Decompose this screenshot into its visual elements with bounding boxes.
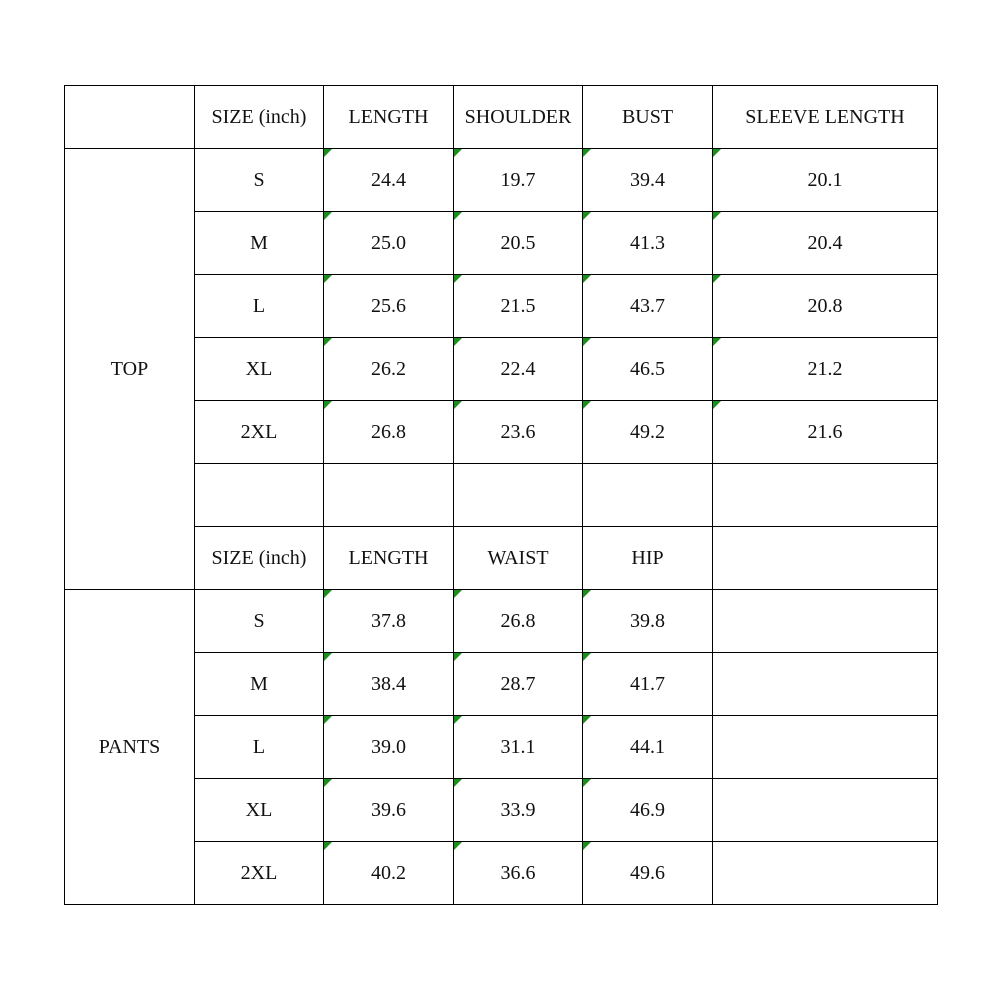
waist-cell (454, 653, 583, 716)
empty-cell (713, 716, 938, 779)
bust-cell (583, 149, 713, 212)
sleeve-length-cell (713, 212, 938, 275)
pants-header-length: LENGTH (324, 527, 454, 590)
cell-value: 22.4 (500, 357, 536, 380)
empty-cell (713, 842, 938, 905)
size-cell: XL (195, 779, 324, 842)
cell-value: 38.4 (371, 672, 406, 695)
cell-marker-icon (583, 212, 591, 220)
cell-value: 21.6 (807, 420, 843, 443)
length-cell (324, 653, 454, 716)
size-cell: L (195, 716, 324, 779)
empty-cell (324, 464, 454, 527)
cell-marker-icon (583, 590, 591, 598)
shoulder-cell (454, 401, 583, 464)
cell-value: 19.7 (500, 168, 536, 191)
cell-marker-icon (583, 338, 591, 346)
cell-value: 46.9 (630, 798, 665, 821)
empty-cell (454, 464, 583, 527)
cell-marker-icon (583, 653, 591, 661)
table-row (65, 149, 938, 212)
cell-value: 40.2 (371, 861, 406, 884)
empty-cell (713, 653, 938, 716)
pants-section-label: PANTS (65, 590, 195, 905)
cell-value: 20.5 (500, 231, 536, 254)
size-cell: M (195, 653, 324, 716)
size-cell: XL (195, 338, 324, 401)
cell-marker-icon (324, 842, 332, 850)
sleeve-length-cell (713, 401, 938, 464)
length-cell (324, 338, 454, 401)
size-cell: S (195, 149, 324, 212)
cell-value: 33.9 (500, 798, 536, 821)
empty-cell (583, 464, 713, 527)
cell-marker-icon (324, 779, 332, 787)
cell-value: 21.5 (500, 294, 536, 317)
pants-header-hip: HIP (583, 527, 713, 590)
hip-cell (583, 653, 713, 716)
cell-marker-icon (583, 401, 591, 409)
shoulder-cell (454, 338, 583, 401)
hip-cell (583, 779, 713, 842)
cell-marker-icon (454, 149, 462, 157)
length-cell (324, 275, 454, 338)
cell-value: 41.7 (630, 672, 665, 695)
cell-marker-icon (583, 716, 591, 724)
cell-value: 49.6 (630, 861, 665, 884)
length-cell (324, 212, 454, 275)
hip-cell (583, 842, 713, 905)
cell-marker-icon (583, 149, 591, 157)
cell-marker-icon (713, 338, 721, 346)
bust-cell (583, 401, 713, 464)
cell-value: 26.8 (371, 420, 406, 443)
sleeve-length-cell (713, 338, 938, 401)
table-row (65, 716, 938, 779)
cell-marker-icon (324, 401, 332, 409)
pants-header-empty (713, 527, 938, 590)
size-chart-table (64, 85, 938, 905)
empty-cell (195, 464, 324, 527)
size-cell: M (195, 212, 324, 275)
cell-value: 26.8 (500, 609, 536, 632)
pants-header-waist: WAIST (454, 527, 583, 590)
cell-value: 37.8 (371, 609, 406, 632)
sleeve-length-cell (713, 149, 938, 212)
cell-marker-icon (324, 212, 332, 220)
cell-marker-icon (324, 149, 332, 157)
waist-cell (454, 779, 583, 842)
corner-cell (65, 86, 195, 149)
waist-cell (454, 842, 583, 905)
size-cell: 2XL (195, 842, 324, 905)
cell-marker-icon (324, 338, 332, 346)
bust-cell (583, 212, 713, 275)
table-row (65, 653, 938, 716)
cell-marker-icon (454, 779, 462, 787)
cell-value: 44.1 (630, 735, 665, 758)
cell-marker-icon (454, 212, 462, 220)
cell-value: 28.7 (500, 672, 536, 695)
cell-marker-icon (324, 653, 332, 661)
waist-cell (454, 590, 583, 653)
top-header-row (65, 86, 938, 149)
cell-value: 23.6 (500, 420, 536, 443)
length-cell (324, 716, 454, 779)
cell-marker-icon (454, 401, 462, 409)
cell-value: 20.1 (807, 168, 843, 191)
top-header-length: LENGTH (324, 86, 454, 149)
cell-value: 39.8 (630, 609, 665, 632)
cell-marker-icon (324, 590, 332, 598)
table-row (65, 275, 938, 338)
top-header-size: SIZE (inch) (195, 86, 324, 149)
empty-cell (713, 779, 938, 842)
size-cell: 2XL (195, 401, 324, 464)
empty-row (65, 464, 938, 527)
cell-marker-icon (583, 779, 591, 787)
cell-value: 49.2 (630, 420, 665, 443)
hip-cell (583, 590, 713, 653)
pants-header-row (65, 527, 938, 590)
shoulder-cell (454, 275, 583, 338)
cell-marker-icon (713, 212, 721, 220)
cell-marker-icon (454, 842, 462, 850)
cell-marker-icon (713, 275, 721, 283)
size-cell: S (195, 590, 324, 653)
bust-cell (583, 275, 713, 338)
top-header-shoulder: SHOULDER (454, 86, 583, 149)
cell-value: 21.2 (807, 357, 843, 380)
cell-marker-icon (583, 275, 591, 283)
waist-cell (454, 716, 583, 779)
cell-marker-icon (713, 401, 721, 409)
cell-value: 43.7 (630, 294, 665, 317)
cell-value: 26.2 (371, 357, 406, 380)
sleeve-length-cell (713, 275, 938, 338)
cell-marker-icon (713, 149, 721, 157)
length-cell (324, 149, 454, 212)
cell-marker-icon (324, 716, 332, 724)
size-cell: L (195, 275, 324, 338)
cell-value: 36.6 (500, 861, 536, 884)
cell-marker-icon (454, 590, 462, 598)
top-header-bust: BUST (583, 86, 713, 149)
top-section-label: TOP (65, 149, 195, 590)
length-cell (324, 590, 454, 653)
shoulder-cell (454, 212, 583, 275)
cell-marker-icon (454, 716, 462, 724)
cell-value: 39.4 (630, 168, 665, 191)
length-cell (324, 842, 454, 905)
cell-value: 31.1 (500, 735, 536, 758)
cell-marker-icon (454, 338, 462, 346)
length-cell (324, 779, 454, 842)
table-row (65, 338, 938, 401)
table-row (65, 401, 938, 464)
cell-value: 46.5 (630, 357, 665, 380)
table-row (65, 212, 938, 275)
cell-value: 39.6 (371, 798, 406, 821)
cell-marker-icon (324, 275, 332, 283)
cell-value: 20.4 (807, 231, 843, 254)
cell-value: 25.6 (371, 294, 406, 317)
cell-value: 25.0 (371, 231, 406, 254)
hip-cell (583, 716, 713, 779)
table-row (65, 779, 938, 842)
cell-value: 41.3 (630, 231, 665, 254)
table-row (65, 590, 938, 653)
cell-value: 24.4 (371, 168, 406, 191)
empty-cell (713, 464, 938, 527)
shoulder-cell (454, 149, 583, 212)
top-header-sleeve-length: SLEEVE LENGTH (713, 86, 938, 149)
cell-value: 20.8 (807, 294, 843, 317)
pants-header-size: SIZE (inch) (195, 527, 324, 590)
length-cell (324, 401, 454, 464)
cell-marker-icon (454, 653, 462, 661)
bust-cell (583, 338, 713, 401)
table-row (65, 842, 938, 905)
empty-cell (713, 590, 938, 653)
cell-marker-icon (583, 842, 591, 850)
cell-marker-icon (454, 275, 462, 283)
cell-value: 39.0 (371, 735, 406, 758)
